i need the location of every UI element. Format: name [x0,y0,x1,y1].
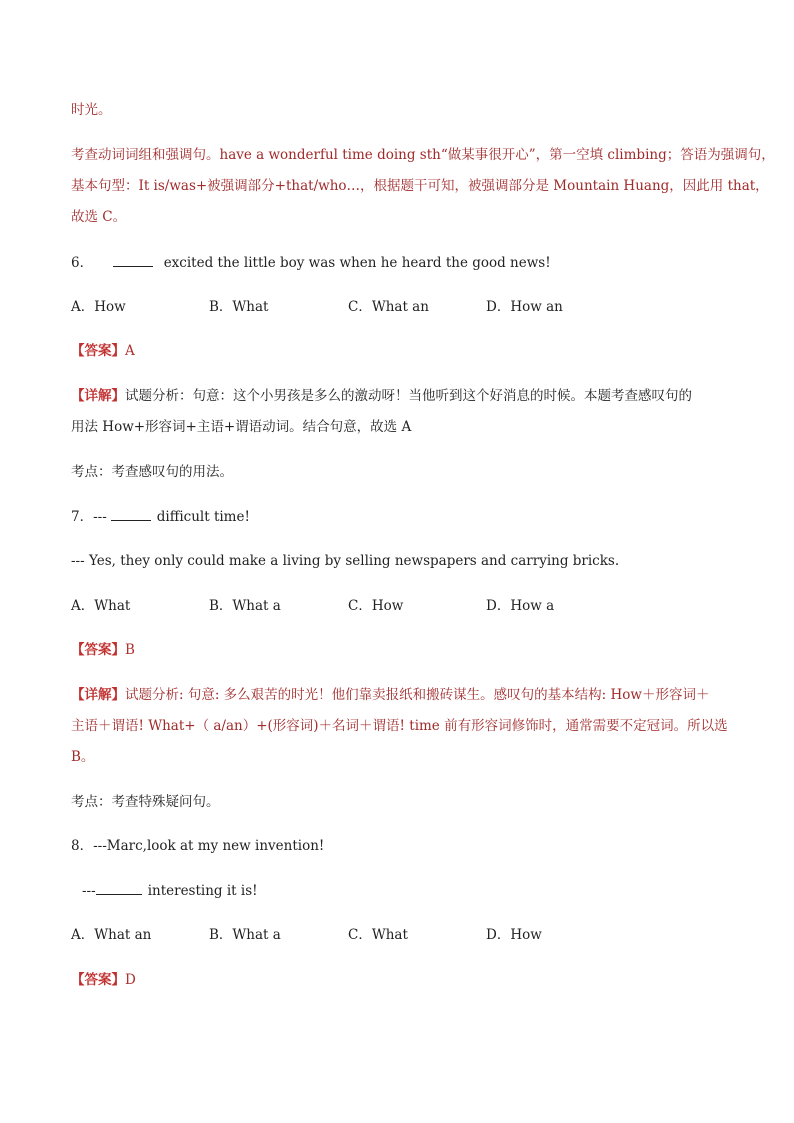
answer-blank [113,254,153,267]
question-text: interesting it is! [147,883,258,899]
detail-line [71,387,692,405]
question-number: 6． [71,255,94,271]
question-text: difficult time! [156,509,250,525]
detail-line: 主语＋谓语! What+（ a/an）+(形容词)＋名词＋谓语! time 前有形容词修饰时，通常需要不定冠词。所以选 [71,718,728,734]
detail-line: 用法 How+形容词+主语+谓语动词。结合句意，故选 A [71,419,412,435]
answer-value: B [125,642,135,658]
explanation-line: 故选 C。 [71,209,127,225]
answer-line [71,342,135,360]
explanation-line: 考查动词词组和强调句。have a wonderful time doing sth“做某事很开心”，第一空填 climbing；答语为强调句， [71,147,775,163]
detail-text: 试题分析: 句意: 多么艰苦的时光！他们靠卖报纸和搬砖谋生。感叹句的基本结构: How＋形容词＋ [125,687,710,703]
question-7 [71,508,250,526]
option-a: A．What an [71,927,152,943]
option-c: C．What [348,927,408,943]
option-c: C．What an [348,299,429,315]
detail-line: B。 [71,749,95,765]
detail-line [71,686,709,704]
option-a: A．How [71,299,126,315]
question-dialogue [82,882,258,900]
answer-value: D [125,972,136,988]
question-6 [71,254,551,272]
answer-label: 【答案】 [71,972,125,988]
question-dialogue: --- Yes, they only could make a living by selling newspapers and carrying bricks. [71,553,620,569]
answer-value: A [125,343,135,359]
detail-text: 试题分析：句意：这个小男孩是多么的激动呀！当他听到这个好消息的时候。本题考查感叹句的 [125,388,692,404]
answer-line [71,641,135,659]
answer-label: 【答案】 [71,343,125,359]
option-d: D．How an [486,299,563,315]
detail-label: 【详解】 [71,687,125,703]
answer-blank [96,882,142,895]
answer-blank [111,508,151,521]
option-b: B．What a [209,598,281,614]
question-number: 7．--- [71,509,107,525]
dialogue-prefix: --- [82,883,96,899]
exam-point: 考点：考查特殊疑问句。 [71,794,220,810]
option-b: B．What a [209,927,281,943]
option-d: D．How [486,927,542,943]
explanation-line: 时光。 [71,102,112,118]
answer-line [71,971,136,989]
exam-point: 考点：考查感叹句的用法。 [71,464,233,480]
option-a: A．What [71,598,131,614]
option-d: D．How a [486,598,555,614]
option-c: C．How [348,598,404,614]
answer-label: 【答案】 [71,642,125,658]
detail-label: 【详解】 [71,388,125,404]
question-8: 8．---Marc,look at my new invention! [71,838,325,854]
explanation-line: 基本句型：It is/was+被强调部分+that/who…，根据题干可知，被强调部分是 Mountain Huang，因此用 that， [71,178,769,194]
option-b: B．What [209,299,269,315]
question-text: excited the little boy was when he heard the good news! [163,255,551,271]
